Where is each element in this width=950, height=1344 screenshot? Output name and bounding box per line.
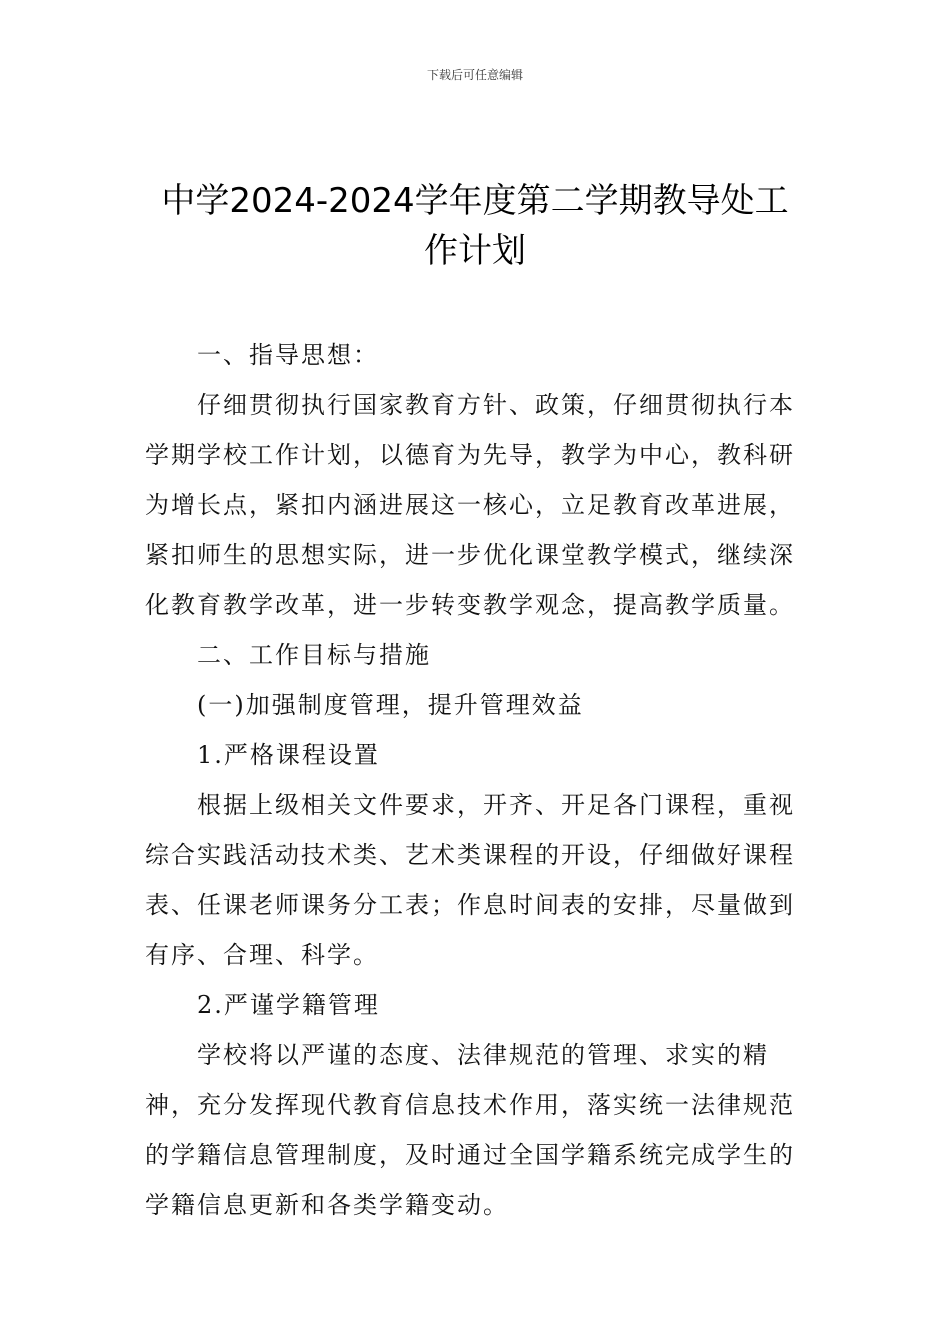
page-header-note: 下载后可任意编辑 <box>426 68 523 82</box>
document-body <box>145 330 810 1230</box>
paragraph-item-2: 学校将以严谨的态度、法律规范的管理、求实的精神，充分发挥现代教育信息技术作用，落实统一法律规范的学籍信息管理制度，及时通过全国学籍系统完成学生的学籍信息更新和各类学籍变动。 <box>145 1041 795 1219</box>
section-heading-guiding: 一、指导思想： <box>197 341 379 369</box>
section-heading-goals: 二、工作目标与措施 <box>197 641 431 669</box>
paragraph-guiding: 仔细贯彻执行国家教育方针、政策，仔细贯彻执行本学期学校工作计划，以德育为先导，教学为中心，教科研为增长点，紧扣内涵进展这一核心，立足教育改革进展，紧扣师生的思想实际，进一步优化课堂教学模式，继续深化教育教学改革，进一步转变教学观念，提高教学质量。 <box>145 391 795 619</box>
document-title <box>0 176 950 276</box>
paragraph-item-1: 根据上级相关文件要求，开齐、开足各门课程，重视综合实践活动技术类、艺术类课程的开设，仔细做好课程表、任课老师课务分工表；作息时间表的安排，尽量做到有序、合理、科学。 <box>145 791 795 969</box>
item-heading-2: 2.严谨学籍管理 <box>197 991 380 1019</box>
subsection-heading-1: (一)加强制度管理，提升管理效益 <box>197 691 584 719</box>
title-line-2: 作计划 <box>424 231 526 271</box>
item-heading-1: 1.严格课程设置 <box>197 741 380 769</box>
title-line-1: 中学2024-2024学年度第二学期教导处工 <box>161 181 789 221</box>
